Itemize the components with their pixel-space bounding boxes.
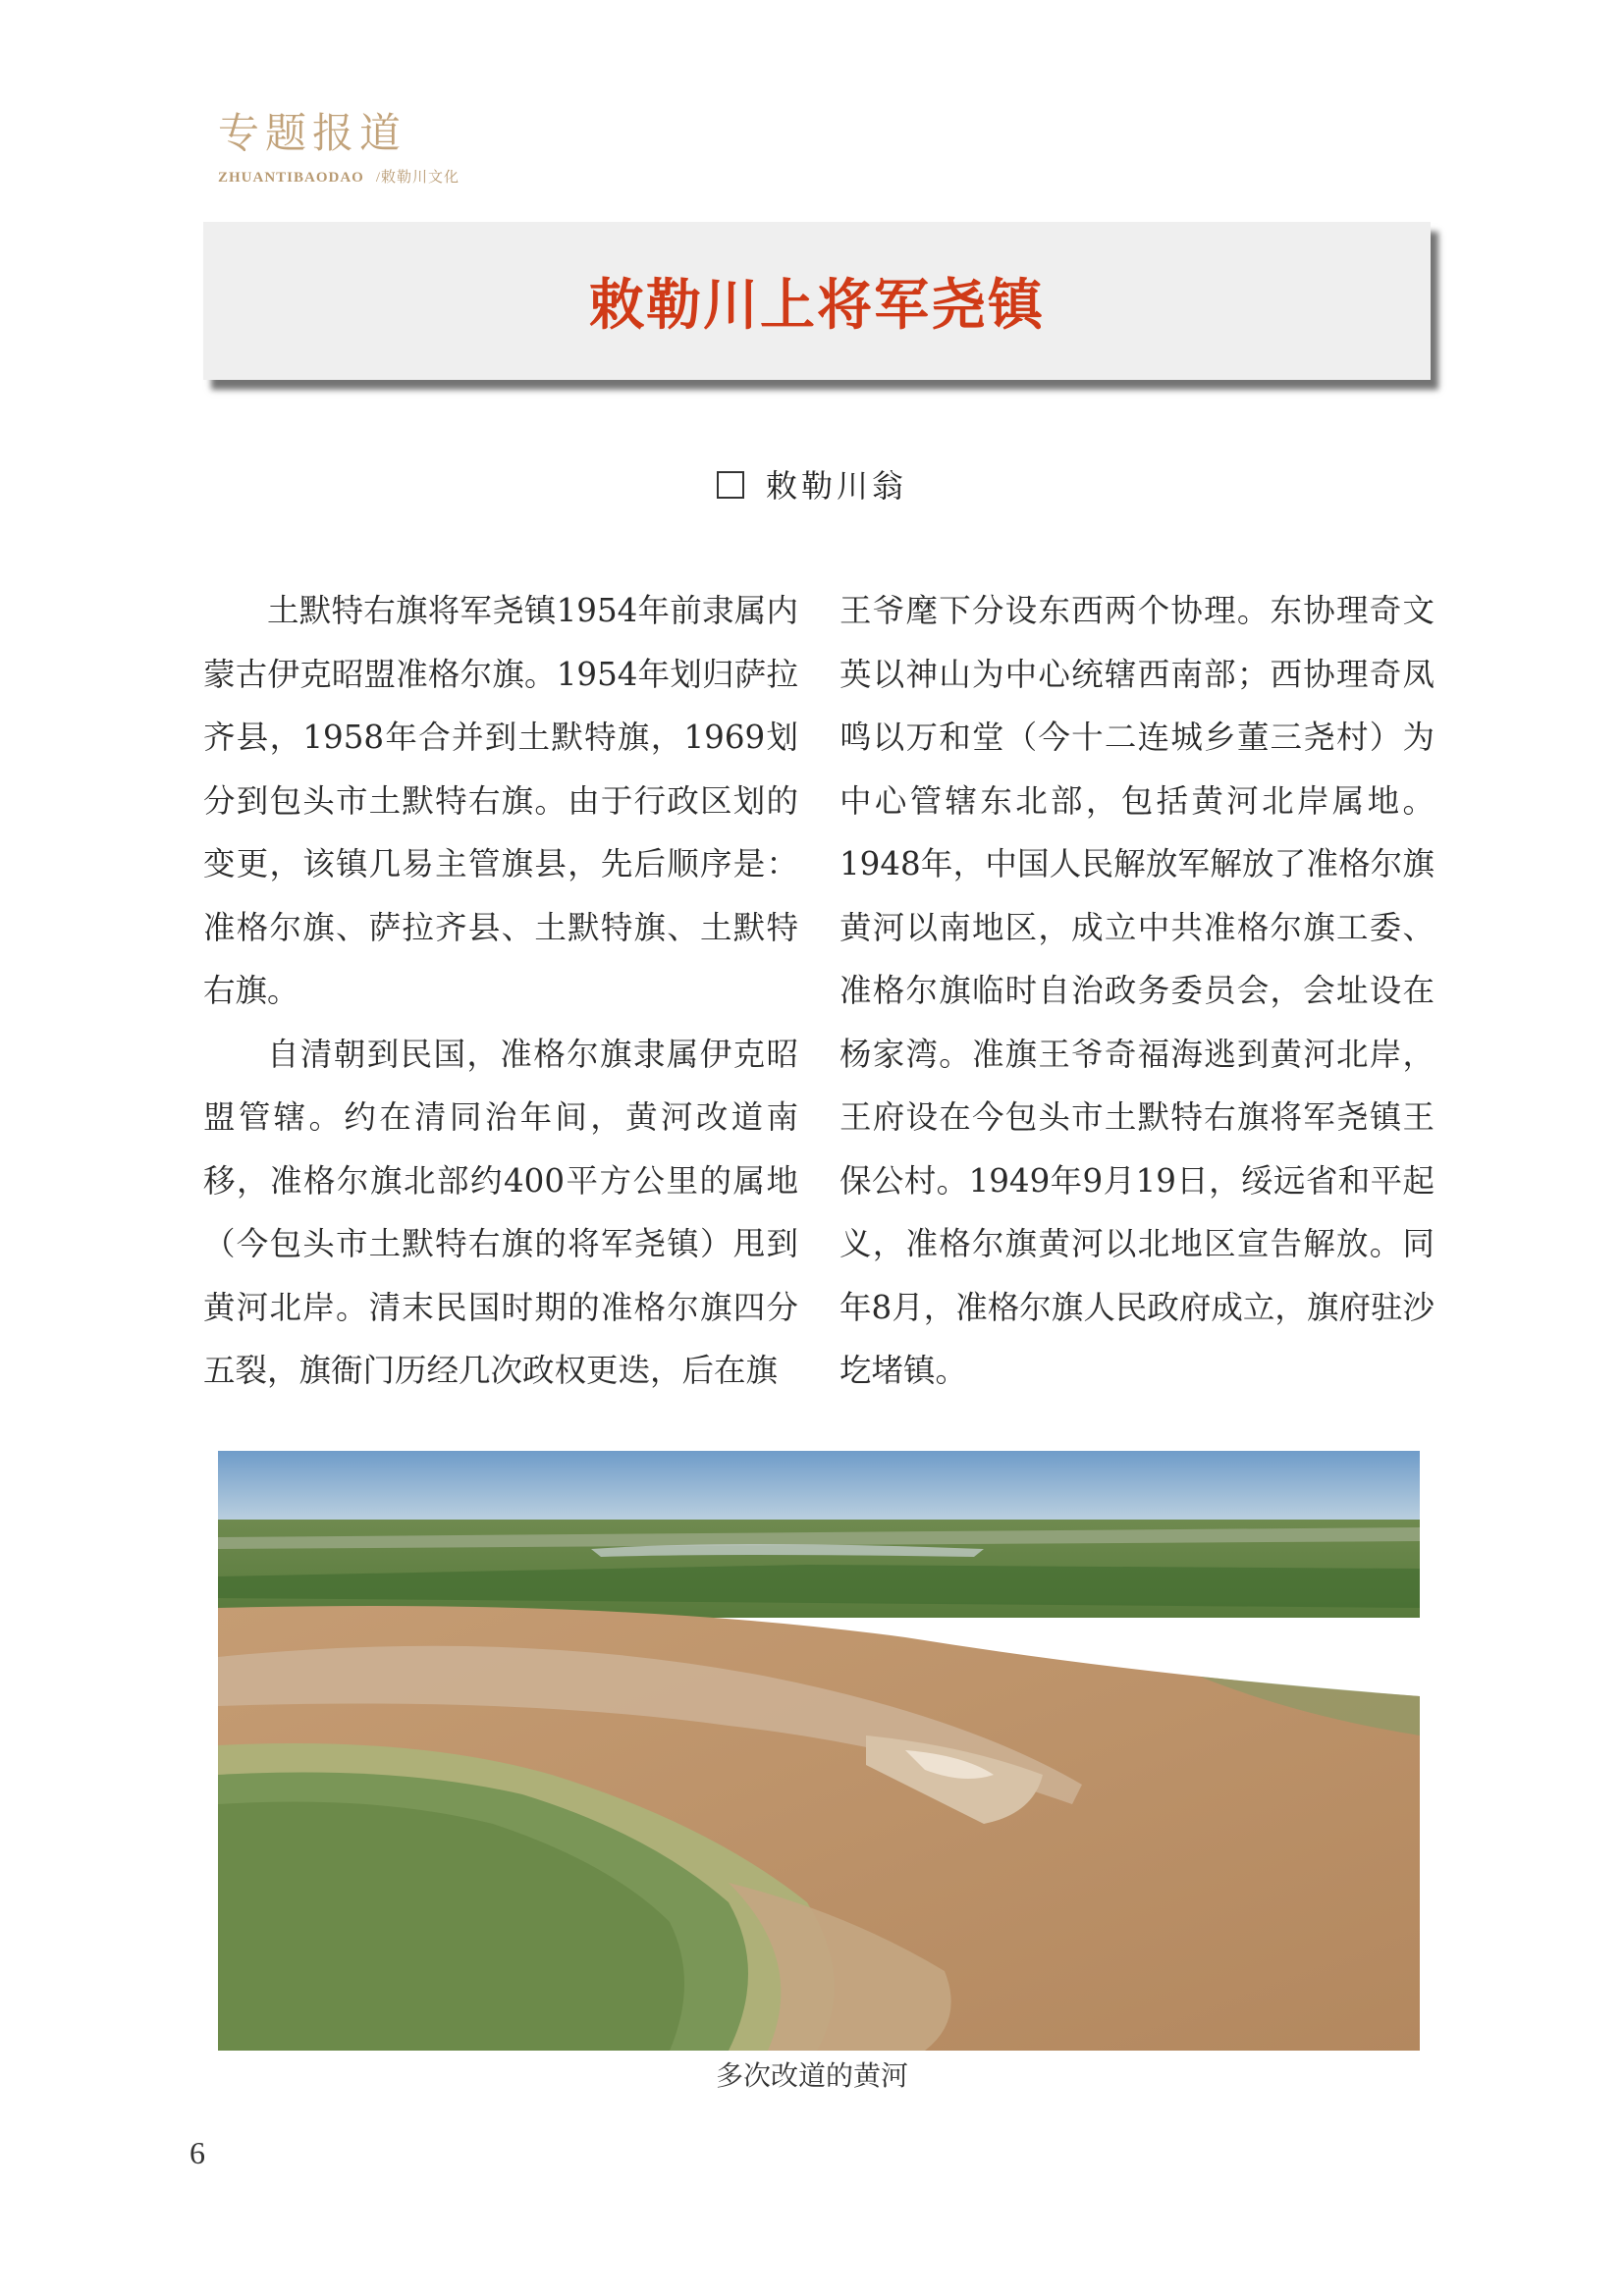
section-sub-label: /敕勒川文化: [375, 170, 460, 186]
article-title: 敕勒川上将军尧镇: [589, 273, 1045, 338]
aerial-river-image: [218, 1451, 1420, 2051]
section-en-label: ZHUANTIBAODAO: [218, 170, 364, 186]
byline: [0, 461, 1624, 507]
section-subtitle: [218, 166, 460, 187]
page-number: 6: [189, 2135, 205, 2170]
author-name: 敕勒川翁: [765, 467, 907, 505]
square-icon: [717, 471, 744, 499]
yellow-river-photo: [218, 1451, 1420, 2051]
paragraph: 王爷麾下分设东西两个协理。东协理奇文英以神山为中心统辖西南部；西协理奇凤鸣以万和堂（今十二连城乡董三尧村）为中心管辖东北部，包括黄河北岸属地。1948年，中国人民解放军解放了准格尔旗黄河以南地区，成立中共准格尔旗工委、准格尔旗临时自治政务委员会，会址设在杨家湾。准旗王爷奇福海逃到黄河北岸，王府设在今包头市土默特右旗将军尧镇王保公村。1949年9月19日，绥远省和平起义，准格尔旗黄河以北地区宣告解放。同年8月，准格尔旗人民政府成立，旗府驻沙圪堵镇。: [839, 592, 1435, 1389]
paragraph: 自清朝到民国，准格尔旗隶属伊克昭盟管辖。约在清同治年间，黄河改道南移，准格尔旗北部约400平方公里的属地（今包头市土默特右旗的将军尧镇）甩到黄河北岸。清末民国时期的准格尔旗四分五裂，旗衙门历经几次政权更迭，后在旗: [203, 1035, 798, 1389]
title-banner: [203, 222, 1431, 380]
photo-caption: 多次改道的黄河: [715, 2059, 908, 2092]
section-title: 专题报道: [218, 109, 407, 157]
left-column: [203, 579, 798, 1403]
paragraph: 土默特右旗将军尧镇1954年前隶属内蒙古伊克昭盟准格尔旗。1954年划归萨拉齐县，1958年合并到土默特旗，1969划分到包头市土默特右旗。由于行政区划的变更，该镇几易主管旗县，先后顺序是：准格尔旗、萨拉齐县、土默特旗、土默特右旗。: [203, 592, 798, 1009]
right-column: [839, 579, 1435, 1403]
section-header: [218, 109, 460, 187]
